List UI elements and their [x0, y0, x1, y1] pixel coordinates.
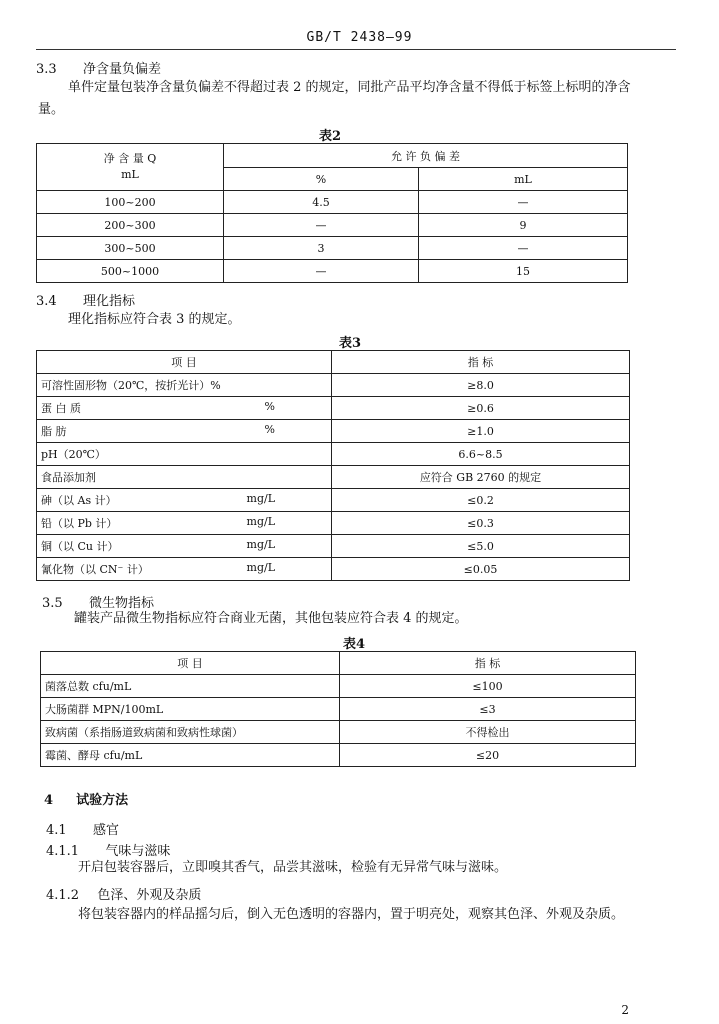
cell-value: ≥8.0: [332, 374, 630, 397]
table-row: [37, 443, 630, 466]
cell-percent: —: [224, 214, 419, 237]
table-row: [37, 466, 630, 489]
section-title: 微生物指标: [88, 596, 154, 611]
item-unit: mg/L: [246, 515, 275, 528]
cell-ml: —: [419, 237, 628, 260]
item-label: 砷（以 As 计）: [41, 494, 117, 507]
cell-percent: —: [224, 260, 419, 283]
cell-value: ≥0.6: [332, 397, 630, 420]
cell-value: 应符合 GB 2760 的规定: [332, 466, 630, 489]
cell-item: 大肠菌群 MPN/100mL: [41, 698, 340, 721]
section-title: 净含量负偏差: [82, 62, 161, 77]
section-title: 理化指标: [82, 294, 135, 309]
table-row: [37, 397, 630, 420]
table-2-header-quantity: [37, 144, 224, 191]
section-4-1-1-text: 开启包装容器后，立即嗅其香气，品尝其滋味，检验有无异常气味与滋味。: [78, 860, 508, 875]
section-title: 色泽、外观及杂质: [97, 888, 202, 903]
table-row: [37, 191, 628, 214]
table-2-header-percent: %: [224, 168, 419, 191]
section-3-4-text: 理化指标应符合表 3 的规定。: [68, 312, 241, 327]
table-2-caption: 表2: [318, 129, 342, 144]
table-3: [36, 350, 630, 581]
quantity-header-unit: mL: [121, 168, 139, 181]
section-number: 3.3: [36, 62, 57, 77]
header-rule: [36, 49, 676, 50]
section-4-heading: [44, 789, 128, 808]
cell-item: [37, 535, 332, 558]
cell-item: [37, 443, 332, 466]
table-row: [41, 675, 636, 698]
table-2: [36, 143, 628, 283]
cell-value: ≤5.0: [332, 535, 630, 558]
table-3-header-item: 项 目: [37, 351, 332, 374]
table-2-header-group: 允 许 负 偏 差: [224, 144, 628, 168]
item-label: 氰化物（以 CN⁻ 计）: [41, 563, 149, 576]
page-number: 2: [621, 1003, 629, 1017]
cell-item: [37, 374, 332, 397]
section-number: 4: [44, 793, 54, 808]
item-label: 铜（以 Cu 计）: [41, 540, 119, 553]
table-row: [37, 489, 630, 512]
cell-item: 霉菌、酵母 cfu/mL: [41, 744, 340, 767]
item-unit: mg/L: [246, 561, 275, 574]
cell-item: [37, 397, 332, 420]
cell-ml: 15: [419, 260, 628, 283]
section-number: 3.5: [42, 596, 63, 611]
section-3-3-heading: [36, 58, 161, 77]
table-row: [37, 535, 630, 558]
table-row: [37, 237, 628, 260]
cell-item: [37, 466, 332, 489]
section-3-5-text: 罐装产品微生物指标应符合商业无菌，其他包装应符合表 4 的规定。: [74, 611, 468, 626]
table-4-header-item: 项 目: [41, 652, 340, 675]
cell-value: 不得检出: [340, 721, 636, 744]
section-4-1-2-text: 将包装容器内的样品摇匀后，倒入无色透明的容器内，置于明亮处，观察其色泽、外观及杂质。: [78, 907, 625, 922]
table-row: [37, 374, 630, 397]
table-row: [37, 260, 628, 283]
table-row: [37, 420, 630, 443]
section-title: 试验方法: [76, 793, 129, 808]
item-label: pH（20℃）: [41, 448, 106, 461]
cell-percent: 4.5: [224, 191, 419, 214]
item-label: 铅（以 Pb 计）: [41, 517, 118, 530]
section-number: 4.1.2: [46, 888, 80, 903]
section-title: 感官: [92, 823, 119, 838]
table-2-header-ml: mL: [419, 168, 628, 191]
section-number: 4.1.1: [46, 844, 80, 859]
cell-value: ≤100: [340, 675, 636, 698]
item-label: 蛋 白 质: [41, 402, 81, 415]
cell-value: ≤0.05: [332, 558, 630, 581]
table-4: [40, 651, 636, 767]
item-unit: mg/L: [246, 538, 275, 551]
cell-value: ≤3: [340, 698, 636, 721]
cell-range: 500~1000: [37, 260, 224, 283]
item-unit: %: [264, 423, 275, 436]
cell-range: 300~500: [37, 237, 224, 260]
section-4-1-heading: [46, 819, 119, 838]
cell-value: 6.6~8.5: [332, 443, 630, 466]
cell-value: ≥1.0: [332, 420, 630, 443]
table-4-caption: 表4: [342, 637, 366, 652]
table-row: [37, 558, 630, 581]
item-label: 食品添加剂: [41, 471, 96, 484]
item-label: 可溶性固形物（20℃，按折光计）%: [41, 379, 221, 392]
cell-range: 200~300: [37, 214, 224, 237]
table-3-header-index: 指 标: [332, 351, 630, 374]
cell-item: [37, 420, 332, 443]
section-3-3-text: 单件定量包装净含量负偏差不得超过表 2 的规定，同批产品平均净含量不得低于标签上标明的净含量。: [38, 80, 631, 117]
cell-item: 菌落总数 cfu/mL: [41, 675, 340, 698]
table-row: [41, 721, 636, 744]
cell-item: [37, 512, 332, 535]
item-unit: mg/L: [246, 492, 275, 505]
table-4-header-index: 指 标: [340, 652, 636, 675]
cell-value: ≤0.3: [332, 512, 630, 535]
section-number: 4.1: [46, 823, 67, 838]
cell-percent: 3: [224, 237, 419, 260]
section-3-4-heading: [36, 290, 135, 309]
cell-item: [37, 558, 332, 581]
table-row: [41, 698, 636, 721]
cell-item: 致病菌（系指肠道致病菌和致病性球菌）: [41, 721, 340, 744]
table-row: [37, 214, 628, 237]
table-row: [41, 744, 636, 767]
section-title: 气味与滋味: [105, 844, 171, 859]
page-header: GB/T 2438—99: [306, 30, 413, 45]
cell-value: ≤20: [340, 744, 636, 767]
table-row: [37, 512, 630, 535]
quantity-header-label: 净 含 量 Q: [103, 152, 157, 165]
section-number: 3.4: [36, 294, 57, 309]
cell-ml: —: [419, 191, 628, 214]
cell-ml: 9: [419, 214, 628, 237]
cell-item: [37, 489, 332, 512]
item-label: 脂 肪: [41, 425, 67, 438]
cell-range: 100~200: [37, 191, 224, 214]
section-4-1-2-heading: [46, 884, 201, 903]
table-3-caption: 表3: [338, 336, 362, 351]
cell-value: ≤0.2: [332, 489, 630, 512]
item-unit: %: [264, 400, 275, 413]
